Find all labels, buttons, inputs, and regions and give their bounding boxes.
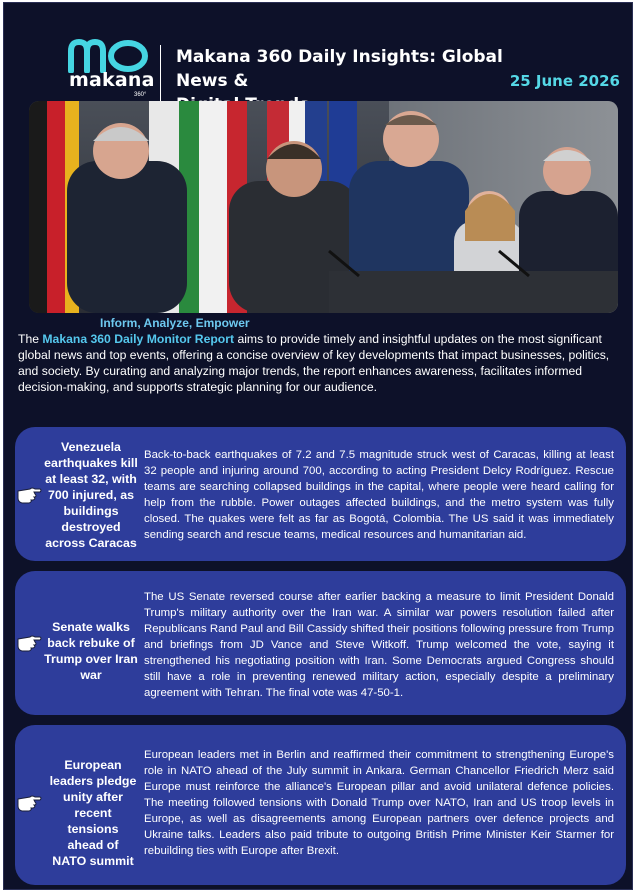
logo-wordmark: makana [69, 69, 155, 91]
news-card-headline-area [15, 725, 143, 885]
page-title-line1: Makana 360 Daily Insights: Global News & [176, 47, 503, 91]
report-date: 25 June 2026 [509, 72, 620, 90]
news-card-title: Venezuela earthquakes kill at least 32, with 700 injured, as buildings destroyed across Caracas [44, 440, 138, 550]
makana-logo [66, 39, 155, 101]
tagline: Inform, Analyze, Empower [100, 316, 250, 330]
report-page [3, 2, 633, 890]
intro-paragraph [18, 331, 624, 395]
news-card-headline-area [15, 427, 143, 561]
intro-text: aims to provide timely and insightful updates on the most significant global news and top events, offering a concise overview of key developments that impact businesses, politics, and society. By curating and analyzing major trends, the report enhances awareness, facilitates informed decision-making, and supports strategic planning for our audience. [18, 332, 610, 394]
news-card-body: The US Senate reversed course after earlier backing a measure to limit President Donald Trump's military authority over the Iran war. A similar war powers resolution failed after Republicans Rand Paul and Bill Cassidy shifted their positions following pressure from Trump and briefings from JD Vance and Steve Witkoff. Trump welcomed the vote, saying it strengthened his negotiating position with Iran. Some Democrats argued Congress should still have a role in preventing renewed military action, especially despite a preliminary agreement with Tehran. The final vote was 47-50-1. [144, 591, 614, 699]
news-card-body: Back-to-back earthquakes of 7.2 and 7.5 magnitude struck west of Caracas, killing at least 32 people and injuring around 700, according to acting President Delcy Rodríguez. Rescue teams are searching collapsed buildings in the capital, where people were heard calling for help from the rubble. Power outages affected buildings, and the metro system was fully closed. The quakes were felt as far as Bogotá, Colombia. The US said it was immediately sending search and rescue teams, medical resources and humanitarian aid. [144, 449, 614, 541]
news-card-title: Senate walks back rebuke of Trump over Iran war [44, 620, 138, 682]
intro-lead: The [18, 332, 43, 346]
pointing-hand-icon [16, 631, 42, 653]
intro-report-name: Makana 360 Daily Monitor Report [42, 332, 235, 346]
pointing-hand-icon [16, 483, 42, 505]
news-card-body: European leaders met in Berlin and reaffirmed their commitment to strengthening Europe's role in NATO ahead of the July summit in Ankara. German Chancellor Friedrich Merz said Europe must reinforce the alliance's European pillar and avoid unilateral defence policies. The meeting followed tensions with Donald Trump over NATO, Iran and US troop levels in Europe, as well as disagreements among European partners over defence projects and Ukraine talks. Leaders also paid tribute to outgoing British Prime Minister Keir Starmer for rebuilding ties with Europe after Brexit. [144, 749, 614, 857]
news-card-headline-area [15, 571, 143, 715]
news-card-title: European leaders pledge unity after recent tensions ahead of NATO summit [49, 758, 137, 868]
news-card [15, 427, 626, 561]
news-card [15, 571, 626, 715]
news-card [15, 725, 626, 885]
leaders-press-conference-photo [29, 101, 618, 313]
pointing-hand-icon [16, 791, 42, 813]
makana-logo-mark-icon [68, 39, 152, 73]
header-divider [160, 45, 161, 101]
logo-subscript: 360° [134, 92, 147, 98]
